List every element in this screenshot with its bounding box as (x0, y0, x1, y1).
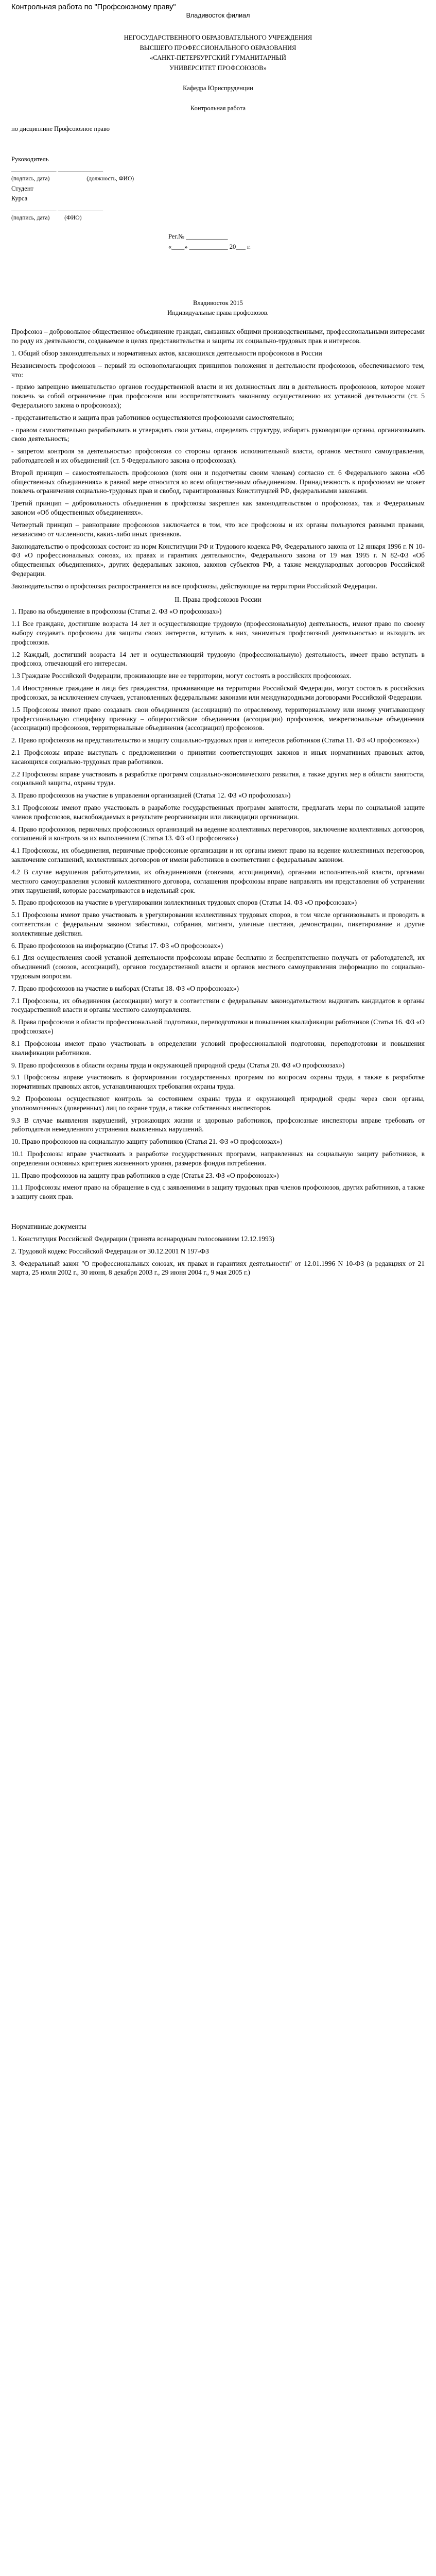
intro-section (11, 327, 425, 590)
paragraph: 11.1 Профсоюзы имеют право на обращение в суд с заявлениями в защиту трудовых прав членов профсоюзов, других работников, а также в защиту своих прав. (11, 1183, 425, 1201)
student-sign-caption: (подпись, дата) (ФИО) (11, 214, 82, 221)
rights-section (11, 607, 425, 1201)
document-title (11, 0, 425, 20)
paragraph: 9.2 Профсоюзы осуществляют контроль за состоянием охраны труда и окружающей природной среды через свои органы, уполномоченных (доверенных) лиц по охране труда, а также собственных инспекторов. (11, 1094, 425, 1112)
paragraph: 1. Право на объединение в профсоюзы (Статья 2. ФЗ «О профсоюзах») (11, 607, 222, 616)
header-line-1: НЕГОСУДАРСТВЕННОГО ОБРАЗОВАТЕЛЬНОГО УЧРЕЖДЕНИЯ (124, 34, 312, 42)
supervisor-sign-caption: (подпись, дата) (должность, ФИО) (11, 175, 134, 182)
paragraph: Профсоюз – добровольное общественное объединение граждан, связанных общими производственными, профессиональными интересами по роду их деятельности, создаваемое в целях представительства и защиты их социально-трудовых прав и интересов. (11, 328, 425, 345)
source-item: 3. Федеральный закон "О профессиональных союзах, их правах и гарантиях деятельности" от 12.01.1996 N 10-ФЗ (в редакциях от 21 марта, 25 июля 2002 г., 30 июня, 8 декабря 2003 г., 29 июня 2004 г., 9 мая 2005 г.) (11, 1259, 425, 1277)
city-year: Владивосток 2015 (193, 299, 243, 307)
paragraph: 3.1 Профсоюзы имеют право участвовать в разработке государственных программ занятости, предлагать меры по социальной защите членов профсоюзов, высвобождаемых в результате реорганизации или ликвидации организации. (11, 804, 425, 821)
paragraph: 1.1 Все граждане, достигшие возраста 14 лет и осуществляющие трудовую (профессиональную) деятельность, имеют право по своему выбору создавать профсоюзы для защиты своих интересов, вступать в них, заниматься профсоюзной деятельностью и выходить из профсоюзов. (11, 620, 425, 646)
paragraph: 9.3 В случае выявления нарушений, угрожающих жизни и здоровью работников, профсоюзные инспекторы вправе требовать от работодателя немедленного устранения выявленных нарушений. (11, 1116, 425, 1133)
source-item: 1. Конституция Российской Федерации (принята всенародным голосованием 12.12.1993) (11, 1234, 275, 1243)
title-subtitle: Владивосток филиал (186, 12, 250, 20)
course-label: Курса (11, 194, 28, 202)
student-label: Студент (11, 184, 33, 192)
header-line-4: УНИВЕРСИТЕТ ПРОФСОЮЗОВ» (169, 64, 267, 72)
paragraph: 1. Общий обзор законодательных и нормативных актов, касающихся деятельности профсоюзов в России (11, 349, 322, 357)
paragraph: 1.2 Каждый, достигший возраста 14 лет и осуществляющий трудовую (профессиональную) деятельность, имеет право вступать в профсоюз, отвечающий его интересам. (11, 650, 425, 668)
paragraph: Независимость профсоюзов – первый из основополагающих принципов положения и деятельности профсоюзов, обеспечиваемого тем, что: (11, 361, 425, 379)
registration-number: Рег.№ _____________ (168, 232, 228, 240)
paragraph: 10.1 Профсоюзы вправе участвовать в разработке государственных программ, направленных на социальную защиту работников, в определении основных критериев жизненного уровня, размеров фондов потребления. (11, 1150, 425, 1167)
paragraph: - прямо запрещено вмешательство органов государственной власти и их должностных лиц в деятельность профсоюзов, которое может повлечь за собой ограничение прав профсоюзов или воспрепятствовать законному осуществлению их уставной деятельности (ст. 5 Федерального закона о профсоюзах); (11, 383, 425, 409)
header-line-2: ВЫСШЕГО ПРОФЕССИОНАЛЬНОГО ОБРАЗОВАНИЯ (139, 44, 297, 52)
paragraph: Четвертый принцип – равноправие профсоюзов заключается в том, что все профсоюзы и их органы пользуются равными правами, независимо от численности, каких-либо иных признаков. (11, 520, 425, 538)
paragraph: 8. Права профсоюзов в области профессиональной подготовки, переподготовки и повышения квалификации работников (Статья 16. ФЗ «О профсоюзах») (11, 1018, 425, 1036)
paragraph: 9. Право профсоюзов в области охраны труда и окружающей природной среды (Статья 20. ФЗ «О профсоюзах») (11, 1061, 345, 1069)
paragraph: 4. Право профсоюзов, первичных профсоюзных организаций на ведение коллективных переговоров, заключение коллективных договоров, соглашений и контроль за их выполнением (Статья 13. ФЗ «О профсоюзах») (11, 825, 425, 842)
paragraph: 7.1 Профсоюзы, их объединения (ассоциации) могут в соответствии с федеральным законодательством выдвигать кандидатов в органы государственной власти и органы местного самоуправления. (11, 996, 425, 1014)
topic-title: Индивидуальные права профсоюзов. (167, 309, 269, 316)
paragraph: 10. Право профсоюзов на социальную защиту работников (Статья 21. ФЗ «О профсоюзах») (11, 1138, 283, 1146)
discipline: по дисциплине Профсоюзное право (11, 125, 110, 132)
paragraph: 6. Право профсоюзов на информацию (Статья 17. ФЗ «О профсоюзах») (11, 941, 223, 950)
student-sign-line: ______________ ______________ (11, 205, 103, 212)
source-item: 2. Трудовой кодекс Российской Федерации от 30.12.2001 N 197-ФЗ (11, 1247, 209, 1255)
paragraph: 2.2 Профсоюзы вправе участвовать в разработке программ социально-экономического развития, а также других мер в области занятости, социальной защиты, охраны труда. (11, 770, 425, 787)
paragraph: 5.1 Профсоюзы имеют право участвовать в урегулировании коллективных трудовых споров, в том числе организовывать и проводить в соответствии с федеральным законом забастовки, собрания, митинги, уличные шествия, демонстрации, пикетирование и другие коллективные действия. (11, 911, 425, 937)
paragraph: 1.5 Профсоюзы имеют право создавать свои объединения (ассоциации) по отраслевому, территориальному или иному учитывающему профессиональную специфику признаку – общероссийские объединения (ассоциации) профсоюзов, межрегиональные объединения (ассоциации) профсоюзов, территориальные объединения (ассоциации) профсоюзов. (11, 705, 425, 732)
supervisor-sign-line: ______________ ______________ (11, 165, 103, 173)
paragraph: 9.1 Профсоюзы вправе участвовать в формировании государственных программ по вопросам охраны труда, а также в разработке нормативных правовых актов, устанавливающих требования охраны труда. (11, 1073, 425, 1091)
header-line-3: «САНКТ-ПЕТЕРБУРГСКИЙ ГУМАНИТАРНЫЙ (150, 54, 286, 62)
paragraph: - представительство и защита прав работников осуществляются профсоюзами самостоятельно; (11, 413, 294, 421)
work-type: Контрольная работа (190, 105, 246, 112)
paragraph: 5. Право профсоюзов на участие в урегулировании коллективных трудовых споров (Статья 14. ФЗ «О профсоюзах») (11, 899, 357, 907)
paragraph: 11. Право профсоюзов на защиту прав работников в суде (Статья 23. ФЗ «О профсоюзах») (11, 1171, 279, 1179)
registration-date: «____» ____________ 20___ г. (168, 243, 251, 250)
paragraph: 2.1 Профсоюзы вправе выступать с предложениями о принятии соответствующих законов и иных нормативных правовых актов, касающихся социально-трудовых прав работников. (11, 748, 425, 766)
sources-list (11, 1234, 425, 1277)
title-line: Контрольная работа по "Профсоюзному праву" (11, 3, 176, 11)
paragraph: Второй принцип – самостоятельность профсоюзов (хотя они и подотчетны своим членам) согласно ст. 6 Федерального закона «Об общественных объединениях» в равной мере относится ко всем общественным объединениям. Принадлежность к профсоюзам не может повлечь ограничения социально-трудовых прав и свобод, гарантированных Конституцией РФ, федеральными законами. (11, 468, 425, 495)
section-title: II. Права профсоюзов России (175, 595, 261, 603)
paragraph: Третий принцип – добровольность объединения в профсоюзы закреплен как законодательством о профсоюзах, так и Федеральным законом «Об общественных объединениях». (11, 499, 425, 517)
paragraph: 6.1 Для осуществления своей уставной деятельности профсоюзы вправе бесплатно и беспрепятственно получать от работодателей, их объединений (союзов, ассоциаций), органов государственной власти и органов местного самоуправления информацию по социально-трудовым вопросам. (11, 954, 425, 980)
paragraph: 4.1 Профсоюзы, их объединения, первичные профсоюзные организации и их органы имеют право на ведение коллективных переговоров, заключение соглашений, коллективных договоров от имени работников в соответствии с федеральным законом. (11, 846, 425, 864)
sources-title: Нормативные документы (11, 1223, 86, 1231)
paragraph: 3. Право профсоюзов на участие в управлении организацией (Статья 12. ФЗ «О профсоюзах») (11, 791, 291, 800)
department: Кафедра Юриспруденции (183, 84, 253, 92)
paragraph: Законодательство о профсоюзах состоит из норм Конституции РФ и Трудового кодекса РФ, Федерального закона от 12 января 1996 г. N 10-ФЗ «О профессиональных союзах, их правах и гарантиях деятельности», Федерального закона от 19 мая 1995 г. N 82-ФЗ «Об общественных объединениях», других федеральных законов, законов субъектов РФ, а также международных договоров Российской Федерации. (11, 542, 425, 578)
paragraph: - правом самостоятельно разрабатывать и утверждать свои уставы, определять структуру, избирать руководящие органы, организовывать свою деятельность; (11, 426, 425, 443)
university-header (11, 33, 425, 73)
paragraph: 2. Право профсоюзов на представительство и защиту социально-трудовых прав и интересов работников (Статья 11. ФЗ «О профсоюзах») (11, 736, 420, 744)
paragraph: 4.2 В случае нарушения работодателями, их объединениями (союзами, ассоциациями), органами исполнительной власти, органами местного самоуправления условий коллективного договора, соглашения профсоюзы вправе направлять им представления об устранении этих нарушений, которые рассматриваются в недельный срок. (11, 868, 425, 894)
paragraph: 1.4 Иностранные граждане и лица без гражданства, проживающие на территории Российской Федерации, могут состоять в российских профсоюзах, за исключением случаев, установленных федеральными законами или международными договорами Российской Федерации. (11, 684, 425, 701)
paragraph: 1.3 Граждане Российской Федерации, проживающие вне ее территории, могут состоять в российских профсоюзах. (11, 672, 352, 680)
paragraph: 8.1 Профсоюзы имеют право участвовать в определении условий профессиональной подготовки, переподготовки и повышения квалификации работников. (11, 1039, 425, 1057)
paragraph: - запретом контроля за деятельностью профсоюзов со стороны органов исполнительной власти, органов местного самоуправления, работодателей и их объединений (ст. 5 Федерального закона о профсоюзах). (11, 447, 425, 465)
supervisor-label: Руководитель (11, 156, 49, 163)
paragraph: 7. Право профсоюзов на участие в выборах (Статья 18. ФЗ «О профсоюзах») (11, 984, 239, 992)
paragraph: Законодательство о профсоюзах распространяется на все профсоюзы, действующие на территории Российской Федерации. (11, 582, 377, 590)
